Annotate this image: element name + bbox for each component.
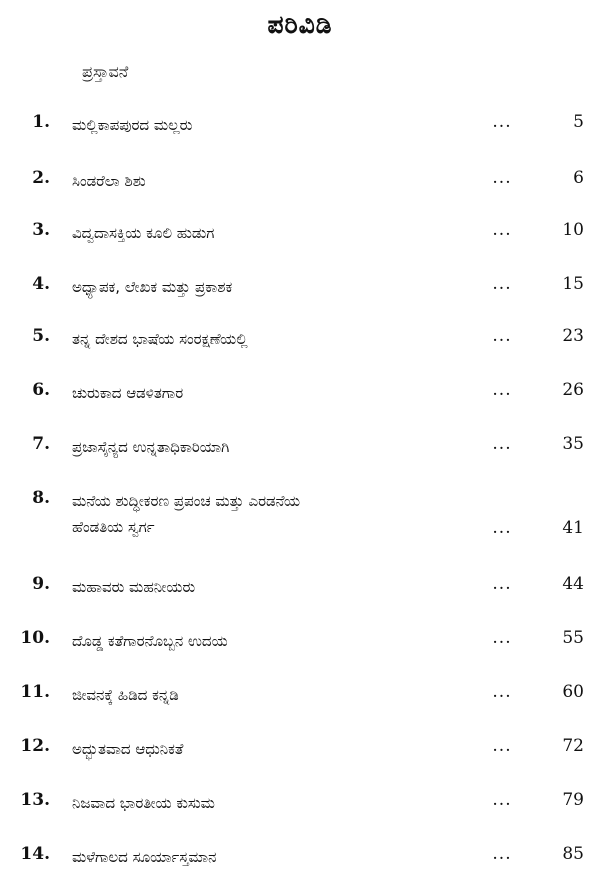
- toc-entry-title: ಸಿಂಡರೆಲಾ ಶಿಶು: [72, 172, 146, 190]
- toc-entry-number: 4.: [32, 274, 50, 294]
- toc-entry-title: ಪ್ರಜಾಸೈನ್ಯದ ಉನ್ನತಾಧಿಕಾರಿಯಾಗಿ: [72, 438, 230, 456]
- toc-entry-number: 13.: [20, 790, 50, 810]
- toc-entry-leader: ...: [492, 326, 512, 346]
- toc-entry-page: 35: [562, 434, 584, 454]
- toc-entry-number: 1.: [32, 112, 50, 132]
- toc-entry-page: 44: [562, 574, 584, 594]
- toc-entry-title: ಅಧ್ಯಾಪಕ, ಲೇಖಕ ಮತ್ತು ಪ್ರಕಾಶಕ: [72, 278, 233, 296]
- toc-entry-title: ವಿದ್ವದಾಸಕ್ತಿಯ ಕೂಲಿ ಹುಡುಗ: [72, 224, 215, 242]
- toc-entry-number: 3.: [32, 220, 50, 240]
- toc-entry-page: 5: [573, 112, 584, 132]
- toc-entry-page: 10: [562, 220, 584, 240]
- toc-entry-leader: ...: [492, 380, 512, 400]
- toc-entry-leader: ...: [492, 112, 512, 132]
- toc-entry-number: 6.: [32, 380, 50, 400]
- toc-entry-leader: ...: [492, 220, 512, 240]
- page-title: ಪರಿವಿಡಿ: [267, 10, 333, 39]
- toc-entry-leader: ...: [492, 682, 512, 702]
- toc-entry-number: 8.: [32, 488, 50, 508]
- toc-entry-page: 15: [562, 274, 584, 294]
- toc-entry-title: ತನ್ನ ದೇಶದ ಭಾಷೆಯ ಸಂರಕ್ಷಣೆಯಲ್ಲಿ: [72, 330, 248, 348]
- toc-entry-title: ನಿಜವಾದ ಭಾರತೀಯ ಕುಸುಮ: [72, 794, 215, 812]
- toc-entry-leader: ...: [492, 518, 512, 538]
- toc-entry-leader: ...: [492, 628, 512, 648]
- toc-entry-leader: ...: [492, 434, 512, 454]
- toc-entry-page: 79: [562, 790, 584, 810]
- toc-entry-title: ಮನೆಯ ಶುದ್ಧೀಕರಣ ಪ್ರಪಂಚ ಮತ್ತು ಎರಡನೆಯ: [72, 492, 301, 510]
- toc-entry-number: 5.: [32, 326, 50, 346]
- toc-entry-title: ಮಲ್ಲಿಕಾಪಪುರದ ಮಲ್ಲರು: [72, 116, 193, 134]
- toc-entry-page: 55: [562, 628, 584, 648]
- toc-entry-page: 41: [562, 518, 584, 538]
- toc-entry-number: 2.: [32, 168, 50, 188]
- toc-entry-title-continued: ಹೆಂಡತಿಯ ಸ್ವರ್ಗ: [72, 518, 155, 536]
- toc-entry-leader: ...: [492, 844, 512, 864]
- toc-entry-title: ಮಹಾವರು ಮಹನೀಯರು: [72, 578, 196, 596]
- toc-entry-leader: ...: [492, 168, 512, 188]
- toc-entry-page: 72: [562, 736, 584, 756]
- toc-entry-page: 26: [562, 380, 584, 400]
- toc-entry-number: 14.: [20, 844, 50, 864]
- toc-entry-number: 11.: [20, 682, 50, 702]
- toc-entry-title: ಜೀವನಕ್ಕೆ ಹಿಡಿದ ಕನ್ನಡಿ: [72, 686, 179, 704]
- toc-entry-page: 85: [562, 844, 584, 864]
- toc-entry-page: 6: [573, 168, 584, 188]
- preface-entry: ಪ್ರಸ್ತಾವನೆ: [82, 62, 129, 81]
- toc-entry-leader: ...: [492, 274, 512, 294]
- toc-entry-title: ದೊಡ್ಡ ಕತೆಗಾರನೊಬ್ಬನ ಉದಯ: [72, 632, 228, 650]
- toc-entry-page: 23: [562, 326, 584, 346]
- toc-entry-number: 9.: [32, 574, 50, 594]
- toc-entry-number: 7.: [32, 434, 50, 454]
- toc-entry-number: 12.: [20, 736, 50, 756]
- toc-entry-leader: ...: [492, 790, 512, 810]
- toc-entry-title: ಅದ್ಭುತವಾದ ಆಧುನಿಕತೆ: [72, 740, 184, 758]
- toc-entry-leader: ...: [492, 574, 512, 594]
- toc-entry-number: 10.: [20, 628, 50, 648]
- toc-entry-title: ಮಳೆಗಾಲದ ಸೂರ್ಯಾಸ್ತಮಾನ: [72, 848, 217, 866]
- toc-entry-leader: ...: [492, 736, 512, 756]
- toc-entry-title: ಚುರುಕಾದ ಆಡಳಿತಗಾರ: [72, 384, 184, 402]
- toc-entry-page: 60: [562, 682, 584, 702]
